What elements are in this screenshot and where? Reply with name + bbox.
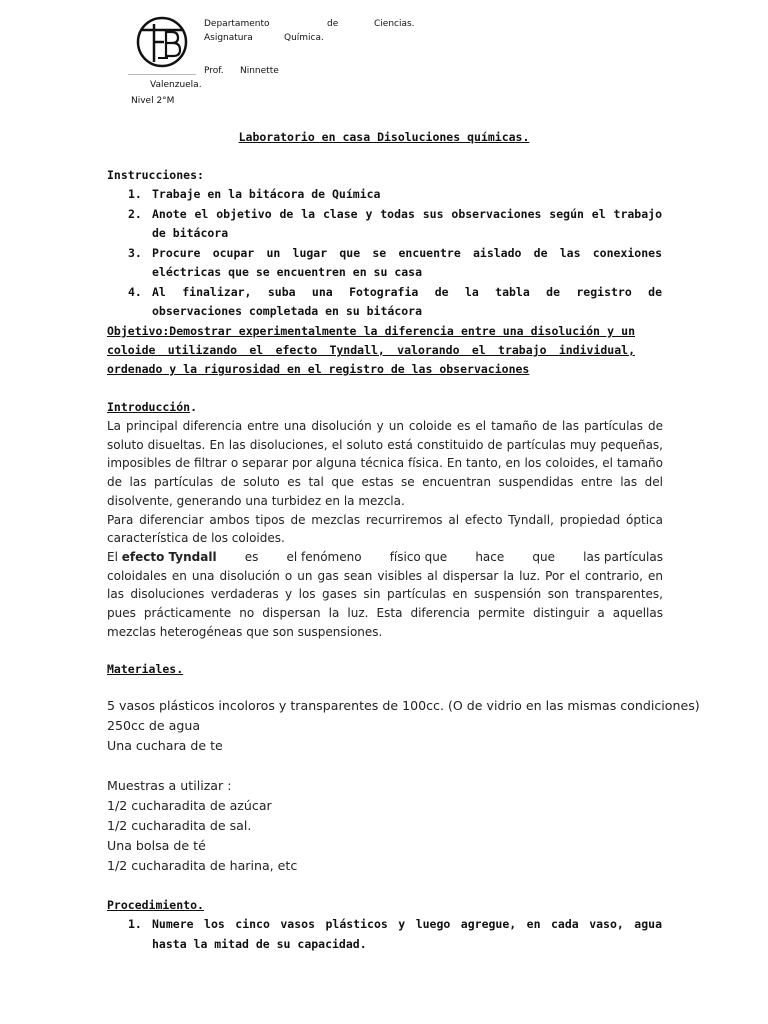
header-teacher-last-name: Valenzuela.	[150, 80, 202, 90]
introduction-paragraph-1: La principal diferencia entre una disolución y un coloide es el tamaño de las partículas de soluto disueltas. En las disoluciones, el soluto está constituido de partículas muy pequeñas, imposibles de filtrar o separar por alguna técnica física. En tanto, en los coloides, el tamaño de las partículas de soluto es tal que estas se encuentran suspendidas entre las del disolvente, generando una turbidez en la mezcla.	[107, 419, 663, 508]
procedure-list	[107, 915, 662, 954]
school-logo	[128, 8, 196, 75]
list-item	[107, 205, 662, 244]
sample-item: Una bolsa de té	[107, 838, 206, 853]
tyndall-word: hace	[475, 549, 505, 564]
materials-heading: Materiales.	[107, 662, 184, 676]
header-department: Departamento	[204, 19, 270, 29]
list-number: 3.	[128, 245, 142, 260]
header-teacher-label: Prof.	[204, 66, 224, 76]
tyndall-word: el fenómeno	[286, 549, 362, 564]
introduction-heading	[107, 398, 663, 417]
list-item-text: Anote el objetivo de la clase y todas sus observaciones según el trabajo de bitácora	[152, 206, 662, 240]
sample-item: 1/2 cucharadita de harina, etc	[107, 858, 298, 873]
tyndall-word	[107, 548, 217, 567]
sample-item: 1/2 cucharadita de azúcar	[107, 798, 272, 813]
list-item-text: Numere los cinco vasos plásticos y luego agregue, en cada vaso, agua hasta la mitad de su capacidad.	[152, 917, 662, 951]
list-item-text: Al finalizar, suba una Fotografia de la tabla de registro de observaciones completada en su bitácora	[152, 284, 662, 318]
instructions-list	[107, 185, 662, 322]
list-item-text: Procure ocupar un lugar que se encuentre aislado de las conexiones eléctricas que se encuentren en su casa	[152, 245, 662, 279]
introduction-paragraph-2: Para diferenciar ambos tipos de mezclas recurriremos al efecto Tyndall, propiedad óptica característica de los coloides.	[107, 512, 663, 546]
tyndall-word: físico que	[389, 549, 448, 564]
instructions-heading: Instrucciones:	[107, 168, 204, 182]
material-item: Una cuchara de te	[107, 738, 223, 753]
header-teacher-first-name: Ninnette	[240, 66, 279, 76]
document-title: Laboratorio en casa Disoluciones químicas.	[238, 130, 530, 144]
materials-list	[107, 696, 707, 876]
header-department-de: de	[327, 19, 339, 29]
tyndall-term: efecto Tyndall	[121, 549, 217, 564]
tyndall-word: las partículas	[583, 549, 663, 564]
material-item: 5 vasos plásticos incoloros y transparentes de 100cc. (O de vidrio en las mismas condiciones)	[107, 698, 700, 713]
header-subject-label: Asignatura	[204, 33, 253, 43]
list-item	[107, 185, 662, 205]
introduction-paragraph-3-rest: coloidales en una disolución o un gas sean visibles al dispersar la luz. Por el contrario, en las disoluciones verdaderas y los gases sin partículas en suspensión son transparentes, pues prácticamente no dispersan la luz. Esta diferencia permite distinguir a aquellas mezclas heterogéneas que son suspensiones.	[107, 568, 663, 639]
list-number: 1.	[128, 187, 142, 201]
materials-section	[107, 660, 707, 876]
sample-item: 1/2 cucharadita de sal.	[107, 818, 252, 833]
list-item	[107, 915, 662, 954]
list-number: 4.	[128, 284, 142, 299]
list-number: 2.	[128, 206, 142, 221]
procedure-section	[107, 896, 662, 954]
instructions-section	[107, 166, 662, 322]
list-item	[107, 283, 662, 322]
introduction-section	[107, 398, 663, 641]
tyndall-word-el: El	[107, 549, 118, 564]
procedure-heading: Procedimiento.	[107, 898, 204, 912]
header-level: Nivel 2°M	[131, 96, 175, 106]
header-department-ciencias: Ciencias.	[374, 19, 415, 29]
spacer	[107, 756, 707, 776]
list-item-text: Trabaje en la bitácora de Química	[152, 187, 381, 201]
introduction-body	[107, 417, 663, 641]
samples-heading: Muestras a utilizar :	[107, 778, 232, 793]
tyndall-first-line	[107, 548, 663, 567]
header-subject-value: Química.	[284, 33, 324, 43]
introduction-heading-dot: .	[190, 400, 198, 414]
material-item: 250cc de agua	[107, 718, 201, 733]
tyndall-word: es	[244, 549, 259, 564]
introduction-heading-text: Introducción	[107, 400, 191, 414]
objective-text: Objetivo:Demostrar experimentalmente la diferencia entre una disolución y un coloide utilizando el efecto Tyndall, valorando el trabajo individual, ordenado y la rigurosidad en el registro de las observaciones	[107, 324, 635, 376]
list-number: 1.	[128, 917, 142, 931]
tyndall-word: que	[532, 549, 556, 564]
list-item	[107, 244, 662, 283]
